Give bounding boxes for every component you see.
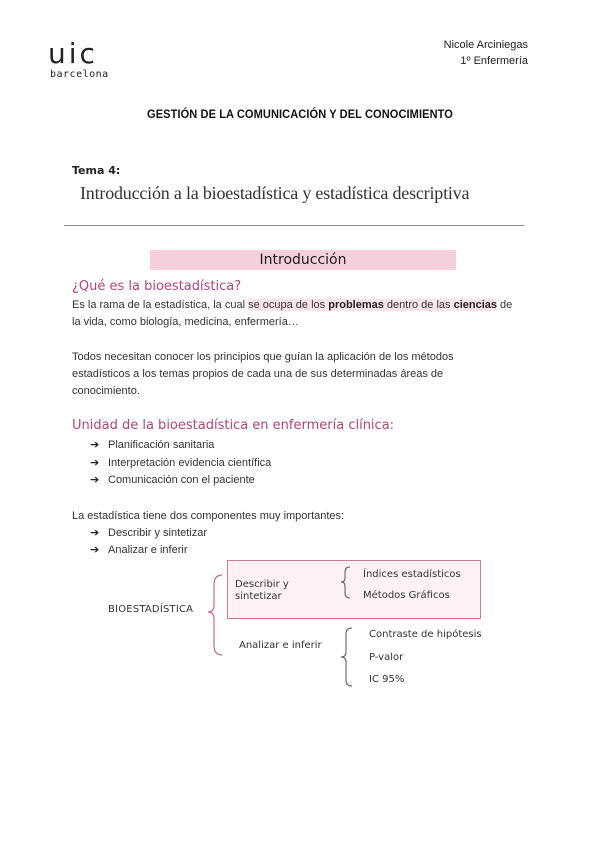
- arrow-right-icon: ➔: [90, 474, 100, 486]
- branch1-child: Índices estadísticos: [363, 569, 461, 580]
- heading-what-is: ¿Qué es la bioestadística?: [72, 279, 242, 294]
- arrow-right-icon: ➔: [90, 457, 100, 469]
- branch1-label-line1: Describir y: [235, 579, 289, 590]
- author-name: Nicole Arciniegas: [443, 39, 528, 51]
- principles-line: estadísticos a los temas propios de cada una de sus determinadas áreas de: [72, 368, 444, 380]
- list-item-text: Analizar e inferir: [108, 544, 188, 556]
- root-brace: [208, 575, 222, 655]
- branch2-child: P-valor: [369, 652, 404, 663]
- def-text-a: Es la rama de la estadística, la cual: [72, 299, 249, 311]
- branch2-label: Analizar e inferir: [239, 640, 322, 651]
- list-item-text: Planificación sanitaria: [108, 439, 215, 451]
- heading-unit: Unidad de la bioestadística en enfermería clínica:: [72, 418, 395, 433]
- def-text-b: se ocupa de los: [248, 299, 329, 311]
- principles-line: conocimiento.: [72, 385, 140, 397]
- arrow-right-icon: ➔: [90, 544, 100, 556]
- topic-title: Introducción a la bioestadística y estadística descriptiva: [80, 183, 470, 203]
- arrow-right-icon: ➔: [90, 527, 100, 539]
- diagram-root: BIOESTADÍSTICA: [108, 604, 194, 615]
- def-text-f: de: [497, 299, 513, 311]
- branch2-child: Contraste de hipótesis: [369, 629, 482, 640]
- def-text-line2: la vida, como biología, medicina, enfermería…: [72, 316, 299, 328]
- arrow-right-icon: ➔: [90, 439, 100, 451]
- section-banner: Introducción: [259, 252, 347, 268]
- branch1-brace: [341, 567, 350, 598]
- logo-main-text: uic: [48, 37, 98, 70]
- branch1-label: [235, 579, 289, 603]
- logo-subtitle: barcelona: [50, 69, 109, 80]
- list-item-text: Interpretación evidencia científica: [108, 457, 272, 469]
- list-item-text: Describir y sintetizar: [108, 527, 208, 539]
- branch1-label-line2: sintetizar: [235, 591, 282, 602]
- principles-line: Todos necesitan conocer los principios que guían la aplicación de los métodos: [72, 351, 454, 363]
- def-text-ciencias: ciencias: [453, 299, 497, 311]
- def-text-d: dentro de las: [383, 299, 454, 311]
- list-item-text: Comunicación con el paciente: [108, 474, 255, 486]
- topic-label: Tema 4:: [72, 164, 121, 177]
- course-title: GESTIÓN DE LA COMUNICACIÓN Y DEL CONOCIMIENTO: [147, 107, 453, 121]
- branch2-brace: [341, 628, 352, 686]
- branch2-child: IC 95%: [369, 674, 405, 685]
- branch1-child: Métodos Gráficos: [363, 590, 450, 601]
- def-text-problemas: problemas: [328, 299, 384, 311]
- author-course: 1º Enfermería: [460, 55, 528, 67]
- components-intro: La estadística tiene dos componentes muy importantes:: [72, 510, 345, 522]
